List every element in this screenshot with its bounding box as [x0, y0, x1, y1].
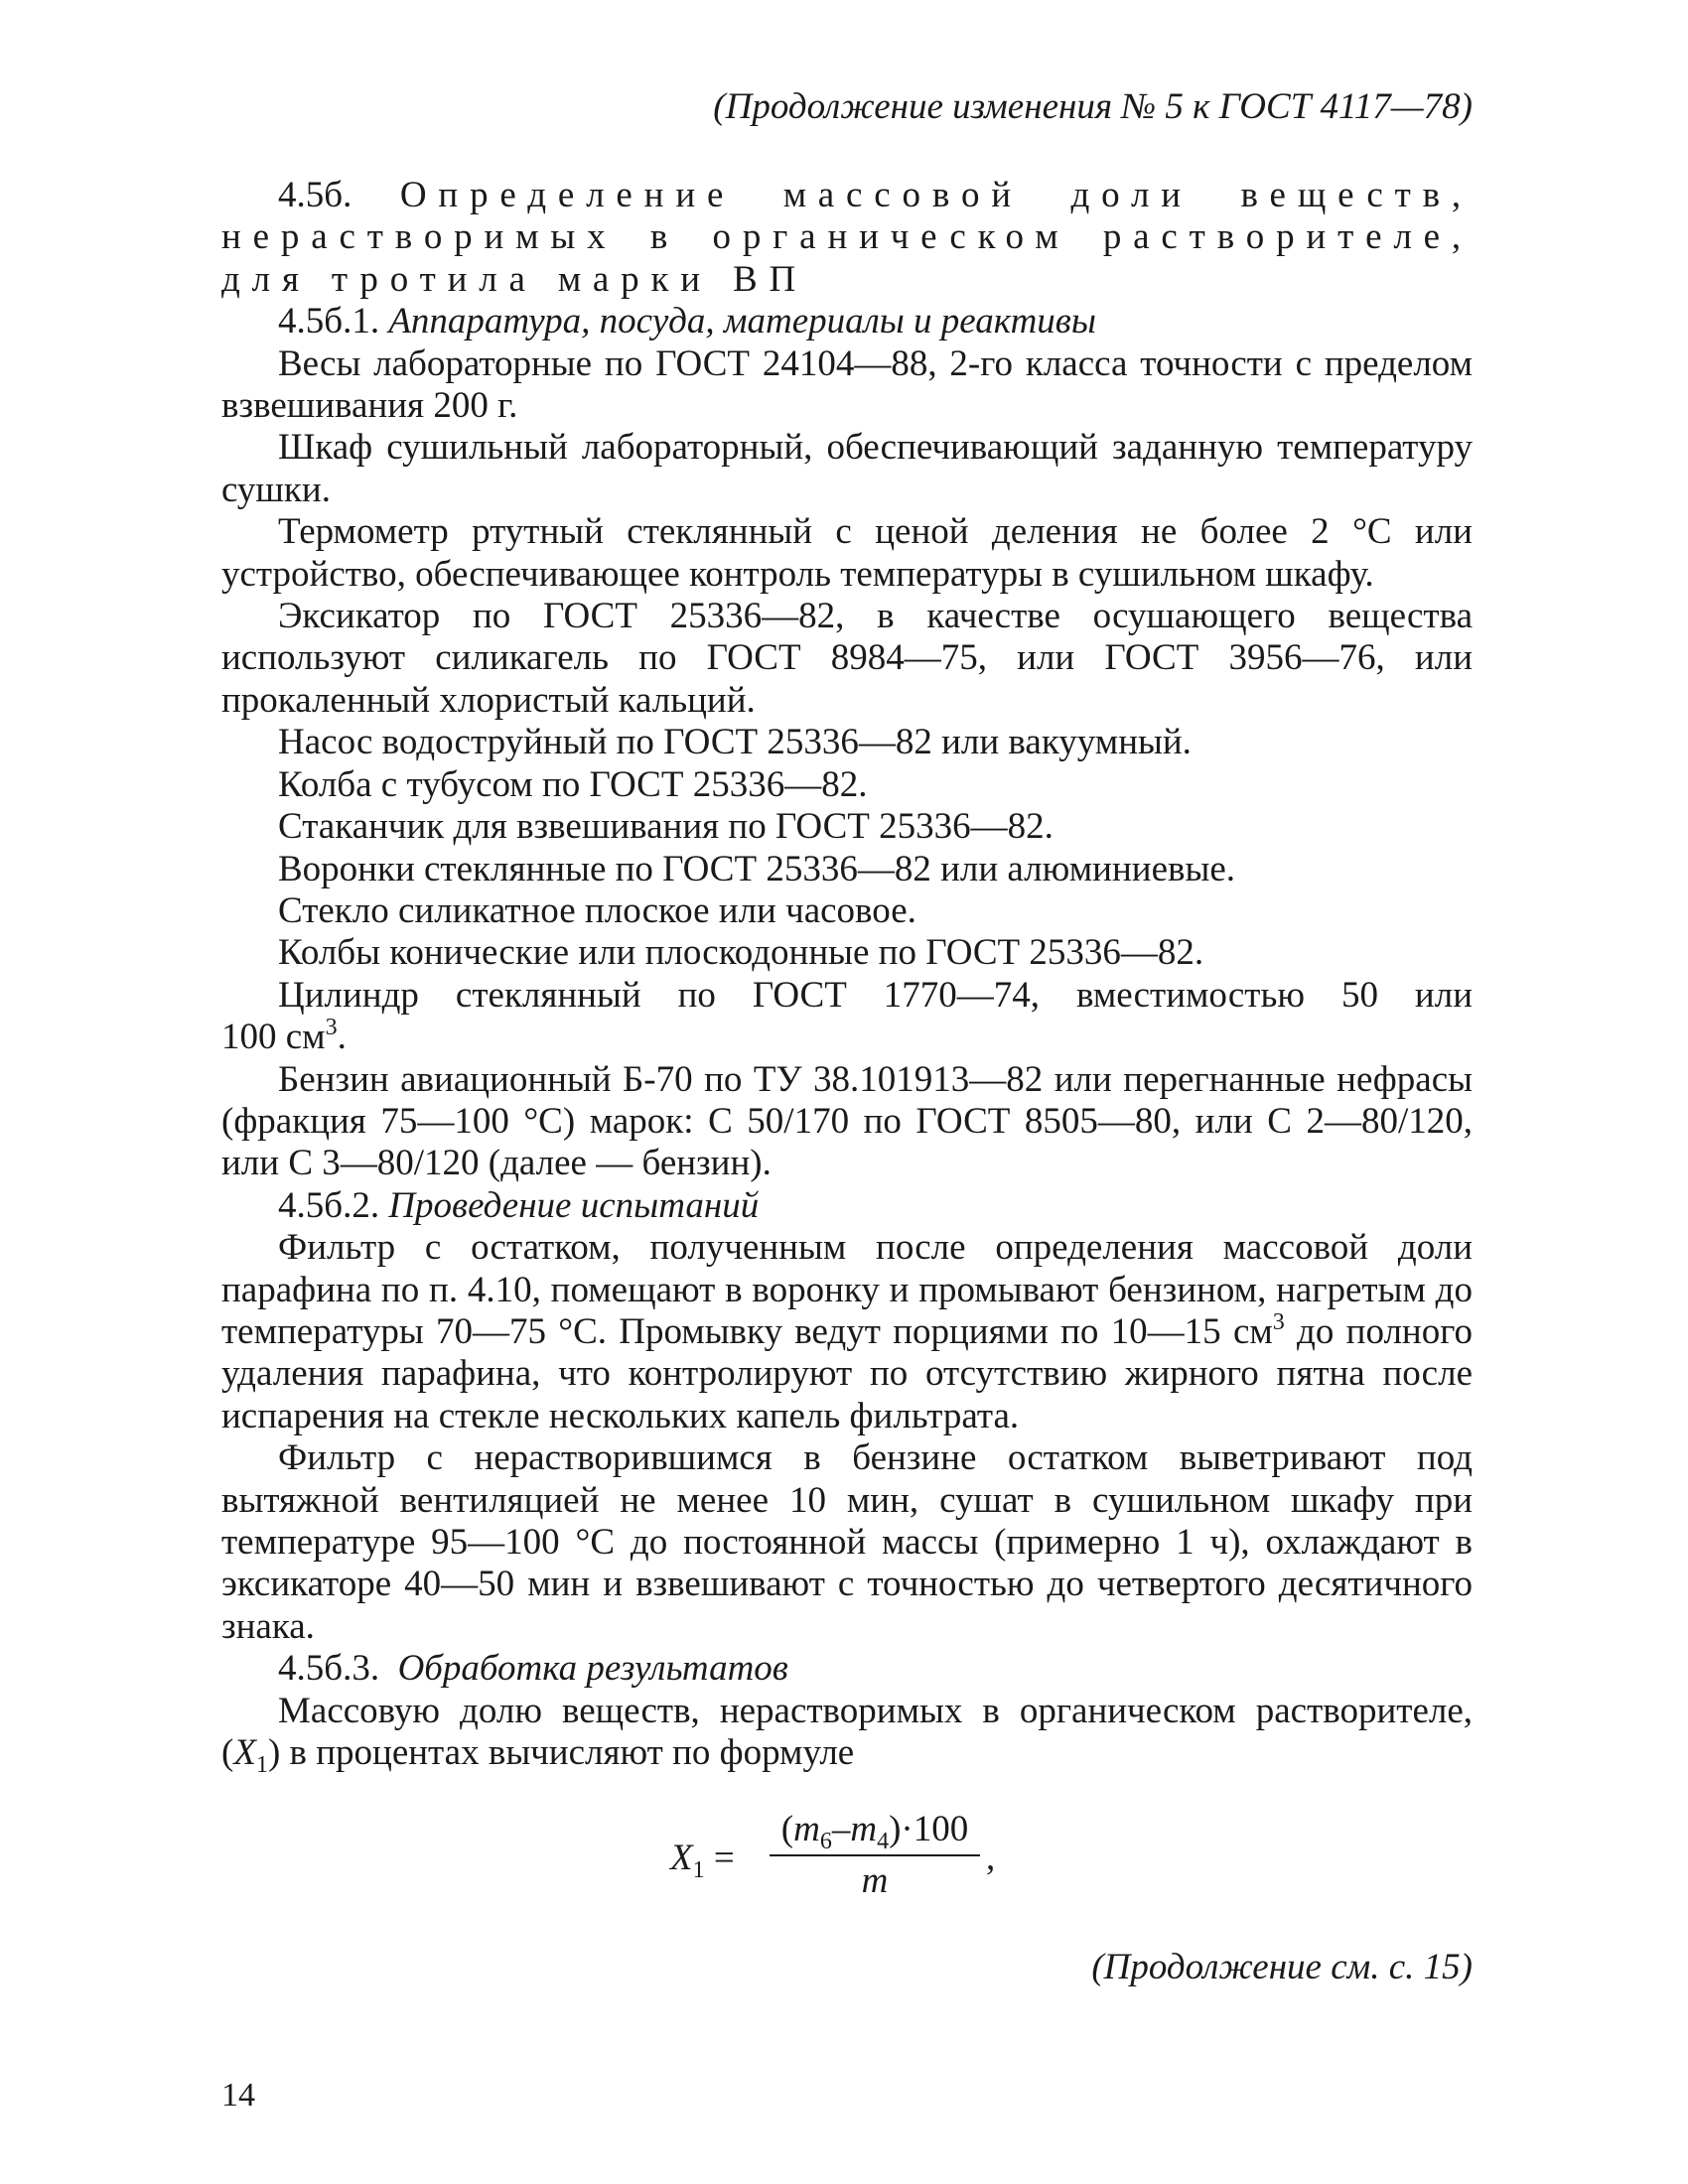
paragraph-pump: Насос водоструйный по ГОСТ 25336—82 или вакуумный.: [278, 722, 1192, 763]
section-title-line2: нерастворимых в органическом растворителе,: [221, 216, 1473, 258]
formula-denominator: m: [861, 1860, 889, 1901]
paragraph-filter-dry: Фильтр с нерастворившимся в бензине остатком выветривают под вытяжной вентиляцией не менее 10 мин, сушат в сушильном шкафу при температуре 95—100 °С до постоянной массы (примерно 1 ч), охлаждают в эксикаторе 40—50 мин и взвешивают с точностью до четвертого десятичного знака.: [221, 1437, 1473, 1647]
page-number: 14: [221, 2077, 255, 2114]
paragraph-formula-intro: Массовую долю веществ, нерастворимых в органическом растворителе, $(X_1)$ в процентах вычисляют по формуле: [221, 1690, 1473, 1779]
paragraph-funnels: Воронки стеклянные по ГОСТ 25336—82 или алюминиевые.: [278, 848, 1236, 889]
paragraph-gasoline: Бензин авиационный Б-70 по ТУ 38.101913—82 или перегнанные нефрасы (фракция 75—100 °С) марок: С 50/170 по ГОСТ 8505—80, или С 2—80/120, или С 3—80/120 (далее — бензин).: [221, 1058, 1473, 1184]
paragraph-cylinder-line2: 100 $см^3$.: [221, 1015, 347, 1058]
section-title-line1: 4.5б. Определение массовой доли веществ,: [278, 175, 1474, 215]
paragraph-scales: Весы лабораторные по ГОСТ 24104—88, 2-го класса точности с пределом взвешивания 200 г.: [221, 342, 1473, 427]
continuation-note: (Продолжение см. с. 15): [1091, 1947, 1473, 1987]
paragraph-flask: Колба с тубусом по ГОСТ 25336—82.: [278, 763, 868, 805]
body-text: [221, 175, 1474, 1779]
page-header: (Продолжение изменения № 5 к ГОСТ 4117—78): [713, 86, 1473, 127]
paragraph-glass: Стекло силикатное плоское или часовое.: [278, 889, 916, 931]
fraction-bar: [770, 1854, 980, 1856]
formula-fraction: [770, 1807, 980, 1904]
paragraph-oven: Шкаф сушильный лабораторный, обеспечивающий заданную температуру сушки.: [221, 427, 1473, 510]
document-page: [221, 0, 1473, 2184]
formula-comma: ,: [986, 1838, 996, 1878]
paragraph-filter-wash: Фильтр с остатком, полученным после определения массовой доли парафина по п. 4.10, помещают в воронку и промывают бензином, нагретым до температуры 70—75 °С. Промывку ведут порциями по 10—15 $см^3$ до полного удаления парафина, что контролируют по отсутствию жирного пятна после испарения на стекле нескольких капель фильтрата.: [221, 1227, 1473, 1436]
formula-lhs: $X_1$ =: [670, 1838, 735, 1883]
subsection-heading-2: 4.5б.2. Проведение испытаний: [278, 1184, 760, 1226]
paragraph-thermometer: Термометр ртутный стеклянный с ценой деления не более 2 °С или устройство, обеспечивающее контроль температуры в сушильном шкафу.: [221, 511, 1473, 595]
section-title-line3: для тротила марки ВП: [221, 258, 808, 300]
formula-numerator: $(m_6-m_4)\cdot 100$: [780, 1809, 969, 1854]
formula-x1: [670, 1807, 1028, 1906]
subsection-heading-3: 4.5б.3. Обработка результатов: [278, 1648, 788, 1690]
paragraph-cylinder-line1: Цилиндр стеклянный по ГОСТ 1770—74, вместимостью 50 или: [278, 974, 1473, 1016]
paragraph-conical-flasks: Колбы конические или плоскодонные по ГОСТ 25336—82.: [278, 932, 1204, 974]
paragraph-desiccator: Эксикатор по ГОСТ 25336—82, в качестве осушающего вещества используют силикагель по ГОСТ 8984—75, или ГОСТ 3956—76, или прокаленный хлористый кальций.: [221, 596, 1473, 721]
paragraph-weighing-bottle: Стаканчик для взвешивания по ГОСТ 25336—82.: [278, 806, 1054, 848]
subsection-heading-1: 4.5б.1. Аппаратура, посуда, материалы и реактивы: [278, 301, 1096, 342]
